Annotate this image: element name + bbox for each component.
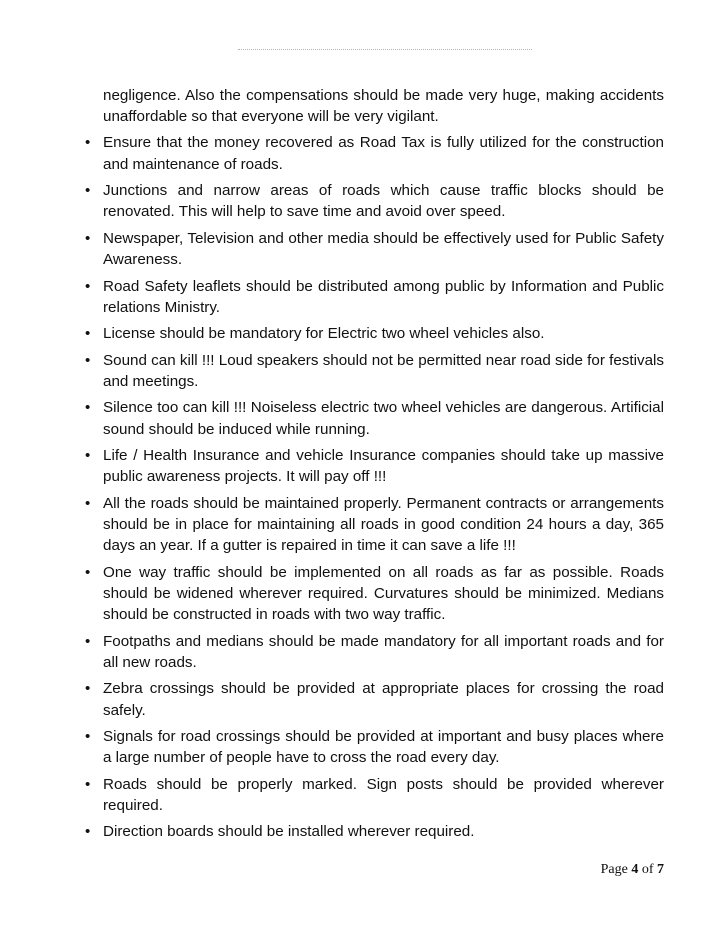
header-divider	[238, 49, 532, 50]
list-item	[84, 631, 664, 673]
bullet-icon: •	[85, 563, 91, 581]
list-item-text: Life / Health Insurance and vehicle Insurance companies should take up massive public awareness projects. It will pay off !!!	[103, 447, 664, 486]
list-item-text: Sound can kill !!! Loud speakers should not be permitted near road side for festivals and meetings.	[103, 351, 664, 390]
list-item-text: One way traffic should be implemented on all roads as far as possible. Roads should be widened wherever required. Curvatures should be minimized. Medians should be constructed in roads with two way traffic.	[103, 563, 664, 624]
bullet-icon: •	[85, 134, 91, 152]
list-item	[84, 562, 664, 626]
list-item-text: Signals for road crossings should be provided at important and busy places where a large number of people have to cross the road every day.	[103, 728, 664, 767]
list-item-text: Ensure that the money recovered as Road Tax is fully utilized for the construction and maintenance of roads.	[103, 134, 664, 173]
list-item-text: Junctions and narrow areas of roads which cause traffic blocks should be renovated. This will help to save time and avoid over speed.	[103, 182, 664, 221]
bullet-icon: •	[85, 494, 91, 512]
list-item	[84, 493, 664, 557]
list-item-text: License should be mandatory for Electric two wheel vehicles also.	[103, 325, 545, 343]
list-item	[84, 774, 664, 816]
list-item	[84, 276, 664, 318]
bullet-icon: •	[85, 182, 91, 200]
bullet-icon: •	[85, 351, 91, 369]
list-item-text: Silence too can kill !!! Noiseless electric two wheel vehicles are dangerous. Artificial sound should be induced while running.	[103, 399, 664, 438]
recommendations-list	[84, 132, 664, 842]
list-item	[84, 445, 664, 487]
bullet-icon: •	[85, 277, 91, 295]
bullet-icon: •	[85, 728, 91, 746]
list-item-text: Roads should be properly marked. Sign posts should be provided wherever required.	[103, 775, 664, 814]
current-page-number: 4	[631, 862, 639, 877]
list-item	[84, 397, 664, 439]
list-item	[84, 228, 664, 270]
list-item	[84, 678, 664, 720]
bullet-icon: •	[85, 325, 91, 343]
page-body	[84, 85, 664, 848]
list-item-text: Zebra crossings should be provided at appropriate places for crossing the road safely.	[103, 680, 664, 719]
list-item-text: Direction boards should be installed wherever required.	[103, 823, 475, 841]
bullet-icon: •	[85, 680, 91, 698]
bullet-icon: •	[85, 775, 91, 793]
list-item-text: All the roads should be maintained properly. Permanent contracts or arrangements should be in place for maintaining all roads in good condition 24 hours a day, 365 days an year. If a gutter is repaired in time it can save a life !!!	[103, 494, 664, 555]
list-item	[84, 323, 664, 344]
list-item-text: Road Safety leaflets should be distributed among public by Information and Public relations Ministry.	[103, 277, 664, 316]
bullet-icon: •	[85, 632, 91, 650]
total-pages-number: 7	[657, 862, 664, 877]
bullet-icon: •	[85, 823, 91, 841]
list-item	[84, 821, 664, 842]
page-number-footer	[601, 862, 664, 878]
list-item	[84, 726, 664, 768]
continued-paragraph: negligence. Also the compensations should be made very huge, making accidents unaffordable so that everyone will be very vigilant.	[103, 87, 664, 126]
list-item	[84, 180, 664, 222]
page-label: Page	[600, 862, 628, 877]
list-item	[84, 350, 664, 392]
bullet-icon: •	[85, 229, 91, 247]
bullet-icon: •	[85, 399, 91, 417]
bullet-icon: •	[85, 447, 91, 465]
list-item-text: Footpaths and medians should be made mandatory for all important roads and for all new roads.	[103, 632, 664, 671]
list-item	[84, 132, 664, 174]
list-item-text: Newspaper, Television and other media should be effectively used for Public Safety Awareness.	[103, 229, 664, 269]
page-of-label: of	[641, 862, 654, 877]
